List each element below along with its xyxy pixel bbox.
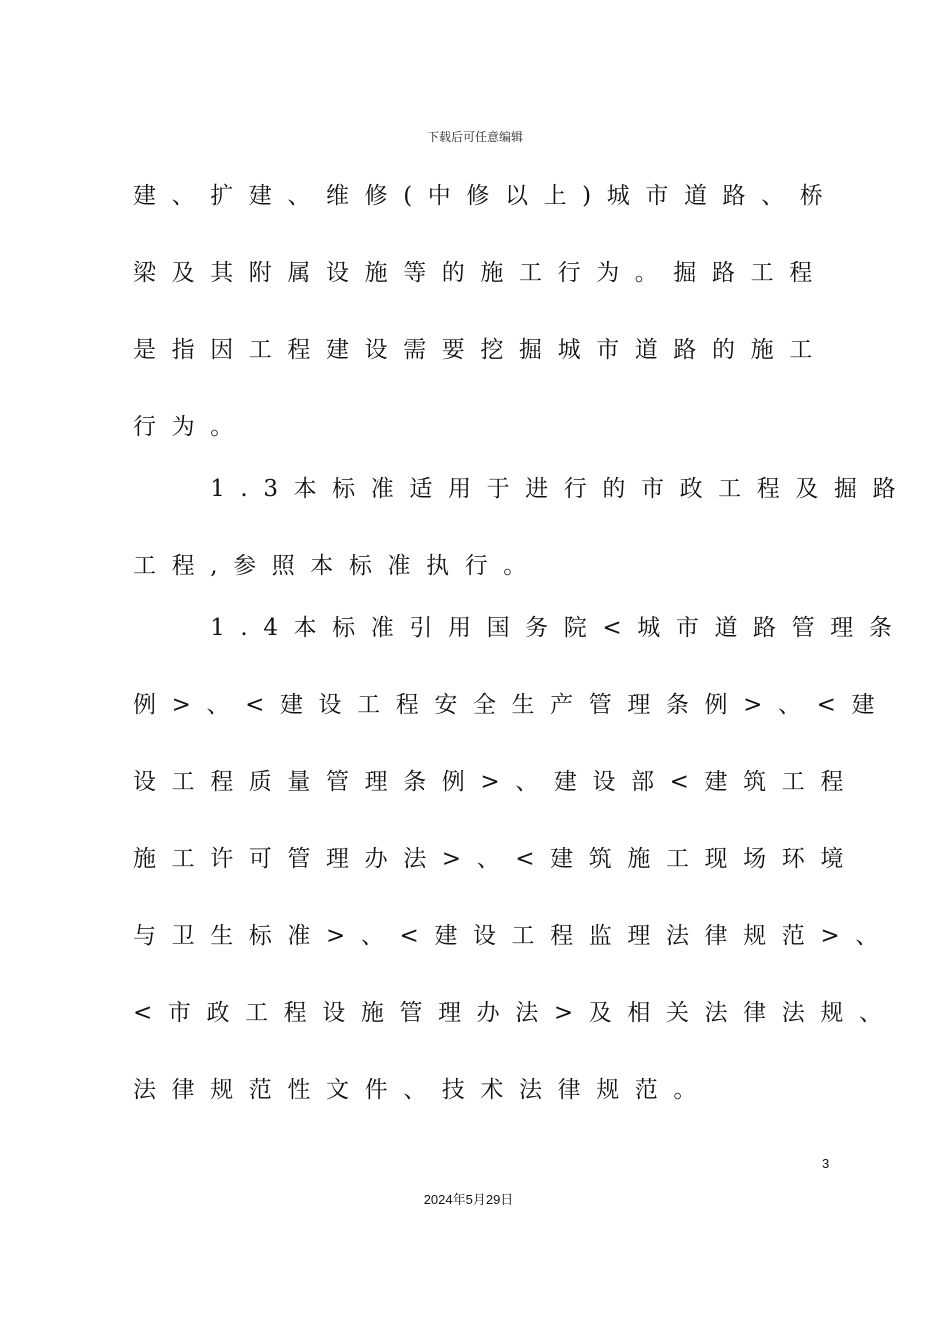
page-number: 3 (822, 1156, 830, 1171)
text-line: 1.4本标准引用国务院<城市道路管理条 (133, 615, 908, 641)
text-line: 工程,参照本标准执行。 (133, 553, 542, 579)
text-line: 梁及其附属设施等的施工行为。掘路工程 (133, 260, 828, 286)
text-line: <市政工程设施管理办法>及相关法律法规、 (133, 1000, 898, 1026)
text-line: 例>、<建设工程安全生产管理条例>、<建 (133, 692, 891, 718)
footer-date: 2024年5月29日 (423, 1192, 514, 1207)
text-line: 与卫生标准>、<建设工程监理法律规范>、 (133, 923, 894, 949)
text-line: 1.3本标准适用于进行的市政工程及掘路 (133, 476, 912, 502)
text-line: 建、扩建、维修(中修以上)城市道路、桥 (133, 183, 839, 209)
text-line: 法律规范性文件、技术法律规范。 (133, 1077, 712, 1103)
text-line: 是指因工程建设需要挖掘城市道路的施工 (133, 337, 828, 363)
page-header: 下载后可任意编辑 (426, 130, 523, 144)
text-line: 行为。 (133, 414, 249, 440)
text-line: 施工许可管理办法>、<建筑施工现场环境 (133, 846, 859, 872)
text-line: 设工程质量管理条例>、建设部<建筑工程 (133, 769, 859, 795)
